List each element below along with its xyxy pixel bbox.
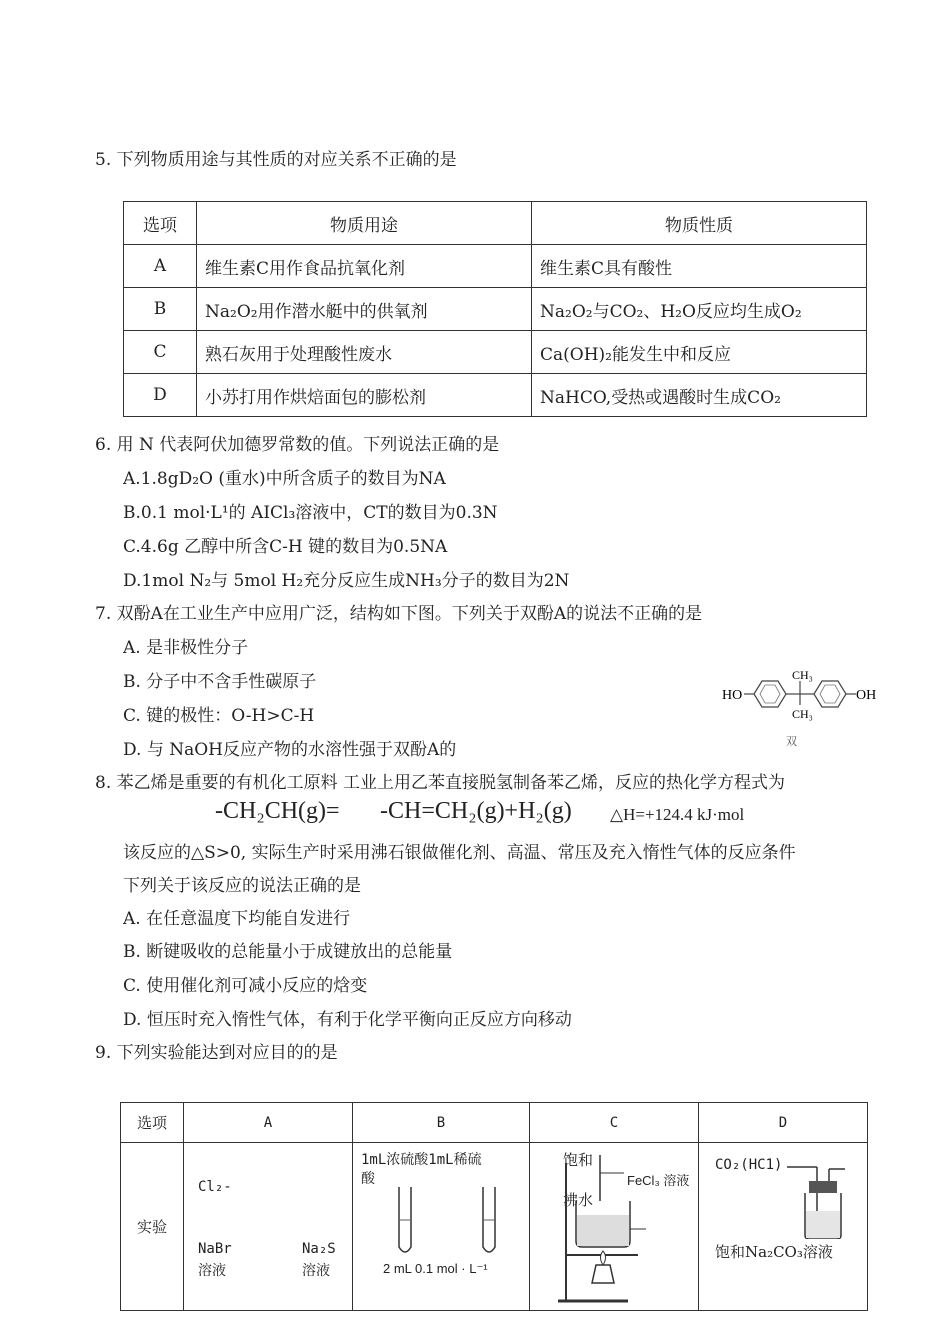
q5-row-option: C (124, 331, 197, 374)
q6-option-a: A.1.8gD₂O (重水)中所含质子的数目为NA (123, 469, 446, 489)
b-bottom-label: 2 mL 0.1 mol · L⁻¹ (383, 1261, 488, 1276)
q5-row-property: Ca(OH)₂能发生中和反应 (532, 331, 867, 374)
test-tubes-icon (373, 1185, 513, 1265)
q5-table (123, 201, 867, 417)
ch3-top-label: CH₃ (792, 668, 813, 682)
q9-header-c: C (530, 1103, 699, 1143)
q5-row-option: A (124, 245, 197, 288)
q8-option-c: C. 使用催化剂可减小反应的焓变 (123, 976, 368, 996)
c-label-2: 沸水 (563, 1191, 594, 1209)
q7-option-d: D. 与 NaOH反应产物的水溶性强于双酚A的 (123, 740, 457, 760)
q6-option-b: B.0.1 mol·L¹的 AICl₃溶液中，CT的数目为0.3N (123, 503, 498, 523)
q5-header-property: 物质性质 (532, 202, 867, 245)
a-left-solution-2: 溶液 (198, 1263, 226, 1279)
ho-label: HO (722, 688, 743, 703)
a-gas-label: Cl₂- (198, 1179, 232, 1195)
b-label-2: 酸 (361, 1171, 375, 1187)
q9-header-d: D (699, 1103, 868, 1143)
q6-option-c: C.4.6g 乙醇中所含C-H 键的数目为0.5NA (123, 537, 448, 557)
d-solution-label: 饱和Na₂CO₃溶液 (715, 1243, 833, 1261)
q5-row-property: Na₂O₂与CO₂、H₂O反应均生成O₂ (532, 288, 867, 331)
q9-cell-a (184, 1143, 353, 1311)
q8-option-a: A. 在任意温度下均能自发进行 (123, 909, 351, 929)
q9-cell-c (530, 1143, 699, 1311)
q5-stem: 5. 下列物质用途与其性质的对应关系不正确的是 (95, 150, 457, 170)
q8-equation-right: -CH=CH₂(g)+H₂(g) (380, 798, 572, 824)
c-label-1: 饱和 (563, 1151, 594, 1169)
q9-cell-b (353, 1143, 530, 1311)
figure-caption: 双 (786, 736, 797, 748)
q9-header-option: 选项 (121, 1103, 184, 1143)
q8-enthalpy: △H=+124.4 kJ·mol (610, 805, 745, 824)
q8-option-b: B. 断键吸收的总能量小于成键放出的总能量 (123, 942, 453, 962)
q6-option-d: D.1mol N₂与 5mol H₂充分反应生成NH₃分子的数目为2N (123, 571, 570, 591)
q9-stem: 9. 下列实验能达到对应目的的是 (95, 1043, 338, 1063)
q6-stem: 6. 用 N 代表阿伏加德罗常数的值。下列说法正确的是 (95, 435, 500, 455)
oh-label: OH (856, 688, 877, 703)
b-label-1: 1mL浓硫酸1mL稀硫 (361, 1152, 482, 1168)
q8-equation-left: -CH₂CH(g)= (215, 798, 340, 824)
heating-apparatus-icon (558, 1153, 678, 1305)
q5-row-use: 维生素C用作食品抗氧化剂 (197, 245, 532, 288)
q5-row-c (124, 331, 867, 374)
q8-stem: 8. 苯乙烯是重要的有机化工原料 工业上用乙苯直接脱氢制备苯乙烯，反应的热化学方程式为 (95, 773, 786, 793)
q5-header-option: 选项 (124, 202, 197, 245)
q5-row-use: 熟石灰用于处理酸性废水 (197, 331, 532, 374)
a-left-solution: NaBr (198, 1241, 232, 1257)
q8-option-d: D. 恒压时充入惰性气体，有利于化学平衡向正反应方向移动 (123, 1010, 572, 1030)
q5-row-d (124, 374, 867, 417)
q5-row-property: NaHCO,受热或遇酸时生成CO₂ (532, 374, 867, 417)
gas-washing-bottle-icon (787, 1159, 857, 1239)
q5-row-use: Na₂O₂用作潜水艇中的供氧剂 (197, 288, 532, 331)
q5-row-use: 小苏打用作烘焙面包的膨松剂 (197, 374, 532, 417)
a-right-solution: Na₂S (302, 1241, 336, 1257)
ch3-bottom-label: CH₃ (792, 707, 813, 721)
q5-row-a (124, 245, 867, 288)
d-gas-label: CO₂(HC1) (715, 1157, 783, 1173)
q8-question-line: 下列关于该反应的说法正确的是 (123, 876, 361, 896)
q7-stem: 7. 双酚A在工业生产中应用广泛，结构如下图。下列关于双酚A的说法不正确的是 (95, 604, 703, 624)
c-reagent-label: FeCl₃ 溶液 (627, 1173, 690, 1188)
q9-row-label: 实验 (121, 1143, 184, 1311)
q5-row-b (124, 288, 867, 331)
q9-table (120, 1102, 868, 1311)
q9-cell-d (699, 1143, 868, 1311)
q9-header-a: A (184, 1103, 353, 1143)
q5-row-property: 维生素C具有酸性 (532, 245, 867, 288)
q7-option-c: C. 键的极性：O-H>C-H (123, 706, 315, 726)
q5-header-use: 物质用途 (197, 202, 532, 245)
q5-row-option: D (124, 374, 197, 417)
a-right-solution-2: 溶液 (302, 1263, 330, 1279)
q8-condition-line: 该反应的△S>0, 实际生产时采用沸石银做催化剂、高温、常压及充入惰性气体的反应条件 (123, 843, 796, 863)
q9-header-b: B (353, 1103, 530, 1143)
bisphenol-a-structure-figure (720, 663, 880, 748)
q7-option-b: B. 分子中不含手性碳原子 (123, 672, 317, 692)
q5-row-option: B (124, 288, 197, 331)
q7-option-a: A. 是非极性分子 (123, 638, 249, 658)
